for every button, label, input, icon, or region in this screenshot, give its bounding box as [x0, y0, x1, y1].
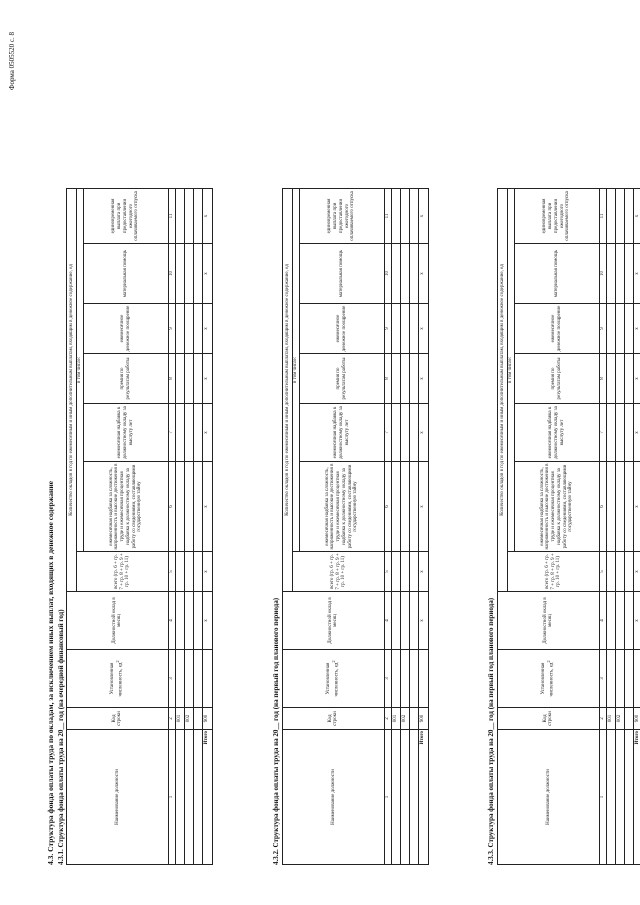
data-cell[interactable]: [615, 304, 624, 354]
total-mark: x: [418, 244, 428, 304]
header-staff: [67, 650, 169, 708]
data-cell[interactable]: [400, 404, 409, 462]
data-cell[interactable]: [184, 650, 193, 708]
row-code: 001: [391, 708, 400, 730]
data-cell[interactable]: [409, 650, 418, 708]
data-cell[interactable]: [606, 304, 615, 354]
header-c7: ежемесячная надбавка к должностному окладу за выслугу лет: [83, 404, 168, 462]
data-cell[interactable]: [193, 188, 202, 243]
data-cell[interactable]: [391, 592, 400, 650]
header-c11: единовременная выплата при предоставлении ежегодного оплачиваемого отпуска: [299, 188, 384, 243]
total-mark: x: [633, 552, 640, 592]
data-cell[interactable]: [624, 730, 633, 865]
header-c9: ежемесячное денежное поощрение: [514, 304, 599, 354]
data-cell[interactable]: [400, 650, 409, 708]
header-staff-text: Установленная численность, ед: [326, 662, 340, 697]
row-code: 001: [175, 708, 184, 730]
total-mark: x: [202, 462, 212, 552]
data-cell[interactable]: [624, 650, 633, 708]
table-row: [184, 188, 193, 864]
data-cell[interactable]: [409, 462, 418, 552]
data-cell[interactable]: [606, 592, 615, 650]
data-cell[interactable]: [175, 304, 184, 354]
header-staff-text: Установленная численность, ед: [541, 662, 555, 697]
form-number-label: Форма 0505520 с. 8: [8, 31, 16, 90]
header-c10: материальная помощь: [299, 244, 384, 304]
salary-structure-table: [282, 188, 429, 865]
data-cell[interactable]: [391, 650, 400, 708]
data-cell[interactable]: [615, 244, 624, 304]
total-mark: x: [633, 404, 640, 462]
total-mark: x: [202, 552, 212, 592]
table-row: [615, 188, 624, 864]
total-staff-cell[interactable]: [202, 650, 212, 708]
data-cell[interactable]: [615, 730, 624, 865]
total-mark: x: [633, 592, 640, 650]
column-number: 3: [384, 650, 391, 708]
header-staff-footnote: 2: [115, 660, 121, 663]
header-c8: премия по результатам работы: [299, 354, 384, 404]
total-staff-cell[interactable]: [633, 650, 640, 708]
data-cell[interactable]: [175, 462, 184, 552]
data-cell[interactable]: [193, 552, 202, 592]
column-number: 1: [384, 730, 391, 865]
data-cell[interactable]: [184, 462, 193, 552]
total-mark: x: [418, 304, 428, 354]
section-title: 4.3. Структура фонда оплаты труда по окладам, за исключением иных выплат, входящих в денежное содержание: [46, 480, 55, 865]
data-cell[interactable]: [615, 404, 624, 462]
column-number: 2: [168, 708, 175, 730]
column-number: 10: [599, 244, 606, 304]
total-row: [202, 188, 212, 864]
column-number: 5: [168, 552, 175, 592]
data-cell[interactable]: [175, 730, 184, 865]
data-cell[interactable]: [175, 188, 184, 243]
data-cell[interactable]: [193, 730, 202, 865]
data-cell[interactable]: [409, 708, 418, 730]
data-cell[interactable]: [184, 354, 193, 404]
column-number: 4: [599, 592, 606, 650]
data-cell[interactable]: [175, 552, 184, 592]
data-cell[interactable]: [391, 244, 400, 304]
column-number: 1: [599, 730, 606, 865]
data-cell[interactable]: [606, 730, 615, 865]
header-including: в том числе:: [508, 188, 515, 551]
data-cell[interactable]: [400, 188, 409, 243]
data-cell[interactable]: [409, 244, 418, 304]
total-mark: x: [418, 404, 428, 462]
data-cell[interactable]: [193, 354, 202, 404]
data-cell[interactable]: [615, 462, 624, 552]
header-c7: ежемесячная надбавка к должностному окладу за выслугу лет: [514, 404, 599, 462]
row-code: 002: [184, 708, 193, 730]
data-cell[interactable]: [615, 592, 624, 650]
data-cell[interactable]: [615, 650, 624, 708]
header-position: Наименование должности: [67, 730, 169, 865]
header-allowances-group: Количество окладов в год по ежемесячным и иным дополнительным выплатам, входящим в денежное содержание, ед: [67, 188, 77, 591]
data-cell[interactable]: [606, 650, 615, 708]
header-c8: премия по результатам работы: [83, 354, 168, 404]
column-number: 4: [168, 592, 175, 650]
total-code: 900: [633, 708, 640, 730]
data-cell[interactable]: [391, 354, 400, 404]
column-number: 11: [168, 188, 175, 243]
total-staff-cell[interactable]: [418, 650, 428, 708]
header-c6: ежемесячная надбавка за сложность, напряженность и высокие достижения в труде и ежемесячная процентная надбавка к должностному окладу за работу со сведениями, составляющими государственную тайну: [299, 462, 384, 552]
data-cell[interactable]: [400, 730, 409, 865]
data-cell[interactable]: [391, 188, 400, 243]
header-salary: Должностной оклад в месяц: [283, 592, 385, 650]
data-cell[interactable]: [409, 188, 418, 243]
header-allowances-group: Количество окладов в год по ежемесячным и иным дополнительным выплатам, входящим в денежное содержание, ед: [498, 188, 508, 591]
total-mark: x: [202, 592, 212, 650]
total-mark: x: [202, 404, 212, 462]
data-cell[interactable]: [184, 188, 193, 243]
table-row: [606, 188, 615, 864]
total-mark: x: [418, 188, 428, 243]
row-code: 002: [615, 708, 624, 730]
total-mark: x: [202, 244, 212, 304]
data-cell[interactable]: [624, 404, 633, 462]
header-c10: материальная помощь: [83, 244, 168, 304]
column-number: 7: [599, 404, 606, 462]
subsection-title: 4.3.1. Структура фонда оплаты труда на 20__ год (на очередной финансовый год): [57, 609, 65, 865]
header-c9: ежемесячное денежное поощрение: [83, 304, 168, 354]
header-c8: премия по результатам работы: [514, 354, 599, 404]
data-cell[interactable]: [193, 462, 202, 552]
data-cell[interactable]: [606, 188, 615, 243]
column-number: 5: [599, 552, 606, 592]
column-number: 10: [384, 244, 391, 304]
header-position: Наименование должности: [283, 730, 385, 865]
table-row: [175, 188, 184, 864]
header-total: всего (гр. 6 + гр. 7 + гр. 8 + гр. 9 + гр. 10 + гр. 11): [293, 552, 385, 592]
header-c6: ежемесячная надбавка за сложность, напряженность и высокие достижения в труде и ежемесячная процентная надбавка к должностному окладу за работу со сведениями, составляющими государственную тайну: [514, 462, 599, 552]
data-cell[interactable]: [391, 462, 400, 552]
total-mark: x: [202, 188, 212, 243]
total-mark: x: [633, 244, 640, 304]
header-including: в том числе:: [77, 188, 84, 551]
total-label: Итого: [202, 730, 212, 865]
total-mark: x: [202, 354, 212, 404]
data-cell[interactable]: [606, 552, 615, 592]
data-cell[interactable]: [615, 188, 624, 243]
header-staff: [498, 650, 600, 708]
column-number: 1: [168, 730, 175, 865]
total-mark: x: [202, 304, 212, 354]
data-cell[interactable]: [624, 708, 633, 730]
data-cell[interactable]: [193, 650, 202, 708]
data-cell[interactable]: [400, 304, 409, 354]
data-cell[interactable]: [175, 404, 184, 462]
header-c11: единовременная выплата при предоставлении ежегодного оплачиваемого отпуска: [514, 188, 599, 243]
column-number: 11: [384, 188, 391, 243]
row-code: 001: [606, 708, 615, 730]
header-c7: ежемесячная надбавка к должностному окладу за выслугу лет: [299, 404, 384, 462]
data-cell[interactable]: [400, 462, 409, 552]
data-cell[interactable]: [606, 462, 615, 552]
data-cell[interactable]: [624, 244, 633, 304]
data-cell[interactable]: [184, 552, 193, 592]
data-cell[interactable]: [624, 188, 633, 243]
data-cell[interactable]: [624, 592, 633, 650]
total-mark: x: [633, 354, 640, 404]
data-cell[interactable]: [184, 404, 193, 462]
header-position: Наименование должности: [498, 730, 600, 865]
data-cell[interactable]: [400, 552, 409, 592]
total-code: 900: [202, 708, 212, 730]
total-row: [418, 188, 428, 864]
header-staff: [283, 650, 385, 708]
header-salary: Должностной оклад в месяц: [67, 592, 169, 650]
data-cell[interactable]: [184, 730, 193, 865]
data-cell[interactable]: [193, 404, 202, 462]
total-mark: x: [633, 188, 640, 243]
header-staff-footnote: 2: [546, 660, 552, 663]
data-cell[interactable]: [606, 404, 615, 462]
column-number: 9: [168, 304, 175, 354]
data-cell[interactable]: [184, 244, 193, 304]
total-mark: x: [633, 304, 640, 354]
total-label: Итого: [633, 730, 640, 865]
data-cell[interactable]: [624, 304, 633, 354]
column-number: 5: [384, 552, 391, 592]
row-code: 002: [400, 708, 409, 730]
column-number: 8: [599, 354, 606, 404]
data-cell[interactable]: [615, 552, 624, 592]
column-number: 3: [168, 650, 175, 708]
data-cell[interactable]: [193, 304, 202, 354]
data-cell[interactable]: [409, 730, 418, 865]
header-including: в том числе:: [293, 188, 300, 551]
data-cell[interactable]: [606, 244, 615, 304]
column-number: 10: [168, 244, 175, 304]
data-cell[interactable]: [193, 708, 202, 730]
data-cell[interactable]: [184, 592, 193, 650]
header-staff-text: Установленная численность, ед: [110, 662, 124, 697]
subsection-title: 4.3.3. Структура фонда оплаты труда на 20__ год (на первый год планового периода): [487, 597, 495, 865]
header-code: Код строки: [67, 708, 169, 730]
column-number: 8: [168, 354, 175, 404]
salary-structure-table: [66, 188, 213, 865]
table-row: [400, 188, 409, 864]
data-cell[interactable]: [409, 304, 418, 354]
header-c10: материальная помощь: [514, 244, 599, 304]
column-number: 6: [384, 462, 391, 552]
data-cell[interactable]: [391, 730, 400, 865]
column-number: 4: [384, 592, 391, 650]
column-number: 11: [599, 188, 606, 243]
total-mark: x: [418, 462, 428, 552]
total-mark: x: [418, 354, 428, 404]
total-row: [633, 188, 640, 864]
data-cell[interactable]: [624, 552, 633, 592]
data-cell[interactable]: [409, 404, 418, 462]
data-cell[interactable]: [409, 552, 418, 592]
data-cell[interactable]: [400, 354, 409, 404]
data-cell[interactable]: [624, 354, 633, 404]
table-row: [391, 188, 400, 864]
total-mark: x: [418, 552, 428, 592]
data-cell[interactable]: [184, 304, 193, 354]
header-c9: ежемесячное денежное поощрение: [299, 304, 384, 354]
data-cell[interactable]: [391, 552, 400, 592]
data-cell[interactable]: [175, 244, 184, 304]
column-number: 9: [384, 304, 391, 354]
data-cell[interactable]: [615, 354, 624, 404]
salary-structure-table: [497, 188, 640, 865]
header-salary: Должностной оклад в месяц: [498, 592, 600, 650]
data-cell[interactable]: [175, 354, 184, 404]
data-cell[interactable]: [175, 650, 184, 708]
column-number: 2: [384, 708, 391, 730]
header-staff-footnote: 2: [331, 660, 337, 663]
header-allowances-group: Количество окладов в год по ежемесячным и иным дополнительным выплатам, входящим в денежное содержание, ед: [283, 188, 293, 591]
column-number: 7: [168, 404, 175, 462]
column-number: 8: [384, 354, 391, 404]
total-mark: x: [418, 592, 428, 650]
data-cell[interactable]: [391, 404, 400, 462]
data-cell[interactable]: [400, 592, 409, 650]
header-total: всего (гр. 6 + гр. 7 + гр. 8 + гр. 9 + гр. 10 + гр. 11): [508, 552, 600, 592]
data-cell[interactable]: [400, 244, 409, 304]
data-cell[interactable]: [391, 304, 400, 354]
data-cell[interactable]: [606, 354, 615, 404]
data-cell[interactable]: [193, 244, 202, 304]
data-cell[interactable]: [624, 462, 633, 552]
total-mark: x: [633, 462, 640, 552]
column-number: 3: [599, 650, 606, 708]
data-cell[interactable]: [409, 592, 418, 650]
header-c11: единовременная выплата при предоставлении ежегодного оплачиваемого отпуска: [83, 188, 168, 243]
header-code: Код строки: [283, 708, 385, 730]
header-code: Код строки: [498, 708, 600, 730]
total-label: Итого: [418, 730, 428, 865]
header-total: всего (гр. 6 + гр. 7 + гр. 8 + гр. 9 + гр. 10 + гр. 11): [77, 552, 169, 592]
column-number: 9: [599, 304, 606, 354]
data-cell[interactable]: [175, 592, 184, 650]
column-number: 2: [599, 708, 606, 730]
data-cell[interactable]: [193, 592, 202, 650]
column-number: 6: [168, 462, 175, 552]
data-cell[interactable]: [409, 354, 418, 404]
column-number: 6: [599, 462, 606, 552]
subsection-title: 4.3.2. Структура фонда оплаты труда на 20__ год (на первый год планового периода): [272, 597, 280, 865]
total-code: 900: [418, 708, 428, 730]
column-number: 7: [384, 404, 391, 462]
header-c6: ежемесячная надбавка за сложность, напряженность и высокие достижения в труде и ежемесячная процентная надбавка к должностному окладу за работу со сведениями, составляющими государственную тайну: [83, 462, 168, 552]
